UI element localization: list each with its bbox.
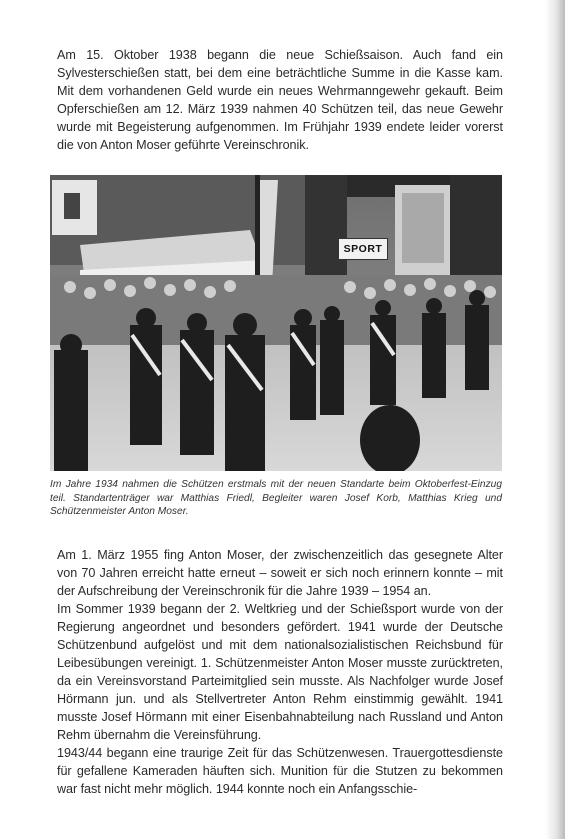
- paragraph: Im Sommer 1939 begann der 2. Weltkrieg und der Schießsport wurde von der Regierung angeordnet und besonders gefördert. 1941 wurde der Deutsche Schützenbund aufgelöst und mit dem nationalsozialistischen Reichsbund für Leibesübungen vereinigt. 1. Schützenmeister Anton Moser musste zurücktreten, da ein Vereinsvorstand Parteimitglied sein musste. Als Nachfolger wurde Josef Hörmann jun. und als Stellvertreter Anton Rehm einstimmig gewählt. 1941 musste Josef Hörmann mit einer Eisenbahnabteilung nach Russland und Anton Rehm übernahm die Vereinsführung.: [57, 602, 503, 742]
- photo-caption: Im Jahre 1934 nahmen die Schützen erstmals mit der neuen Standarte beim Oktoberfest-Einzug teil. Standartenträger war Matthias Friedl, Begleiter waren Josef Korb, Matthias Krieg und Schützenmeister Anton Moser.: [50, 479, 502, 517]
- paragraph: Am 1. März 1955 fing Anton Moser, der zwischenzeitlich das gesegnete Alter von 70 Jahren erreicht hatte erneut – soweit er sich noch erinnern konnte – mit der Aufschreibung der Vereinschronik für die Jahre 1939 – 1954 an.: [57, 548, 503, 598]
- photo-illustration: [50, 175, 502, 471]
- paragraph: Am 15. Oktober 1938 begann die neue Schießsaison. Auch fand ein Sylvesterschießen statt, bei dem eine beträchtliche Summe in die Kasse kam. Mit dem vorhandenen Geld wurde ein neues Wehrmanngewehr gekauft. Beim Opferschießen am 12. März 1939 nahmen 40 Schützen teil, das neue Gewehr wurde mit Begeisterung aufgenommen. Im Frühjahr 1939 endete leider vorerst die von Anton Moser geführte Vereinschronik.: [57, 48, 503, 152]
- sport-sign: SPORT: [338, 238, 388, 260]
- page-edge-shadow: [545, 0, 565, 839]
- body-text-top: [57, 46, 503, 154]
- paragraph: 1943/44 begann eine traurige Zeit für das Schützenwesen. Trauergottesdienste für gefallene Kameraden häuften sich. Munition für die Stutzen zu bekommen war fast nicht mehr möglich. 1944 konnte noch ein Anfangsschie-: [57, 746, 503, 796]
- historic-photo: [50, 175, 502, 471]
- body-text-bottom: [57, 546, 503, 798]
